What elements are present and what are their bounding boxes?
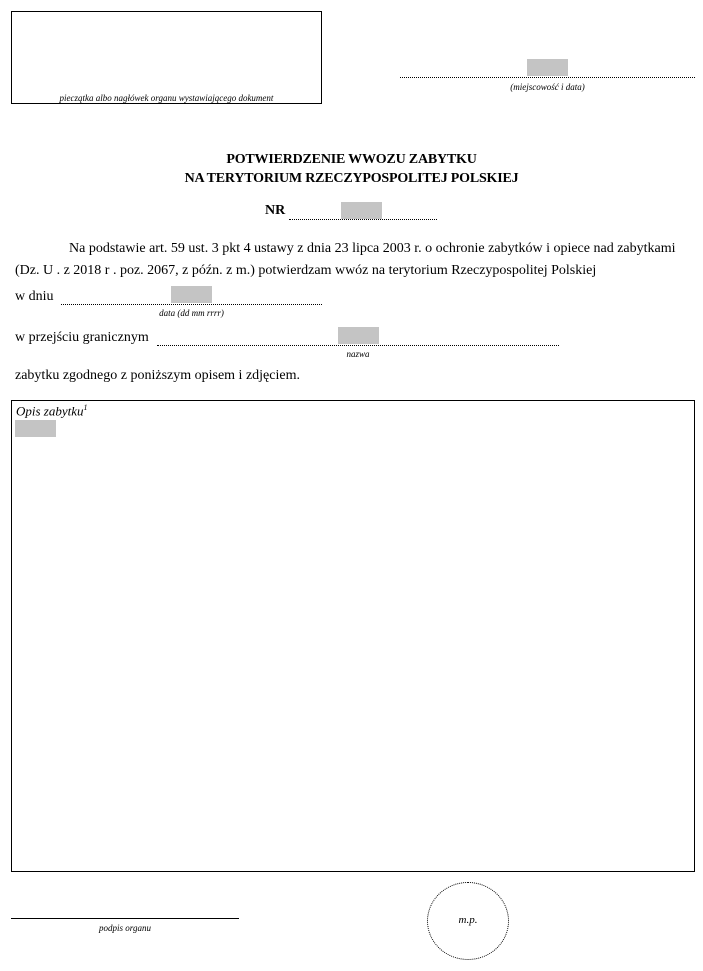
crossing-redaction — [338, 327, 379, 344]
stamp-caption: pieczątka albo nagłówek organu wystawiającego dokument — [59, 93, 274, 103]
date-label: w dniu — [15, 289, 54, 304]
nr-field[interactable] — [289, 219, 437, 220]
crossing-label: w przejściu granicznym — [15, 330, 149, 345]
signature-caption: podpis organu — [99, 923, 151, 933]
place-date-redaction — [527, 59, 568, 76]
crossing-caption: nazwa — [346, 349, 370, 359]
description-label-text: Opis zabytku — [16, 403, 84, 419]
date-caption: data (dd mm rrrr) — [159, 308, 224, 318]
stamp-box — [11, 11, 322, 104]
place-date-field[interactable] — [400, 77, 695, 78]
closing-text: zabytku zgodnego z poniższym opisem i zdjęciem. — [15, 368, 300, 383]
crossing-field[interactable] — [157, 345, 559, 346]
nr-redaction — [341, 202, 382, 219]
nr-label: NR — [265, 203, 286, 218]
description-label — [16, 403, 88, 419]
legal-paragraph-line2: (Dz. U . z 2018 r . poz. 2067, z późn. z m.) potwierdzam wwóz na terytorium Rzeczypospolitej Polskiej — [15, 263, 597, 278]
description-box[interactable] — [11, 400, 695, 872]
footnote-mark: 1 — [83, 403, 88, 412]
description-redaction — [15, 420, 56, 437]
document-title-line2: NA TERYTORIUM RZECZYPOSPOLITEJ POLSKIEJ — [184, 171, 519, 186]
signature-line[interactable] — [11, 918, 239, 919]
date-field[interactable] — [61, 304, 322, 305]
date-redaction — [171, 286, 212, 303]
legal-paragraph-line1: Na podstawie art. 59 ust. 3 pkt 4 ustawy z dnia 23 lipca 2003 r. o ochronie zabytków i opiece nad zabytkami — [69, 241, 676, 256]
seal-label: m.p. — [458, 914, 478, 926]
document-title-line1: POTWIERDZENIE WWOZU ZABYTKU — [226, 152, 477, 167]
place-date-caption: (miejscowość i data) — [510, 82, 585, 92]
